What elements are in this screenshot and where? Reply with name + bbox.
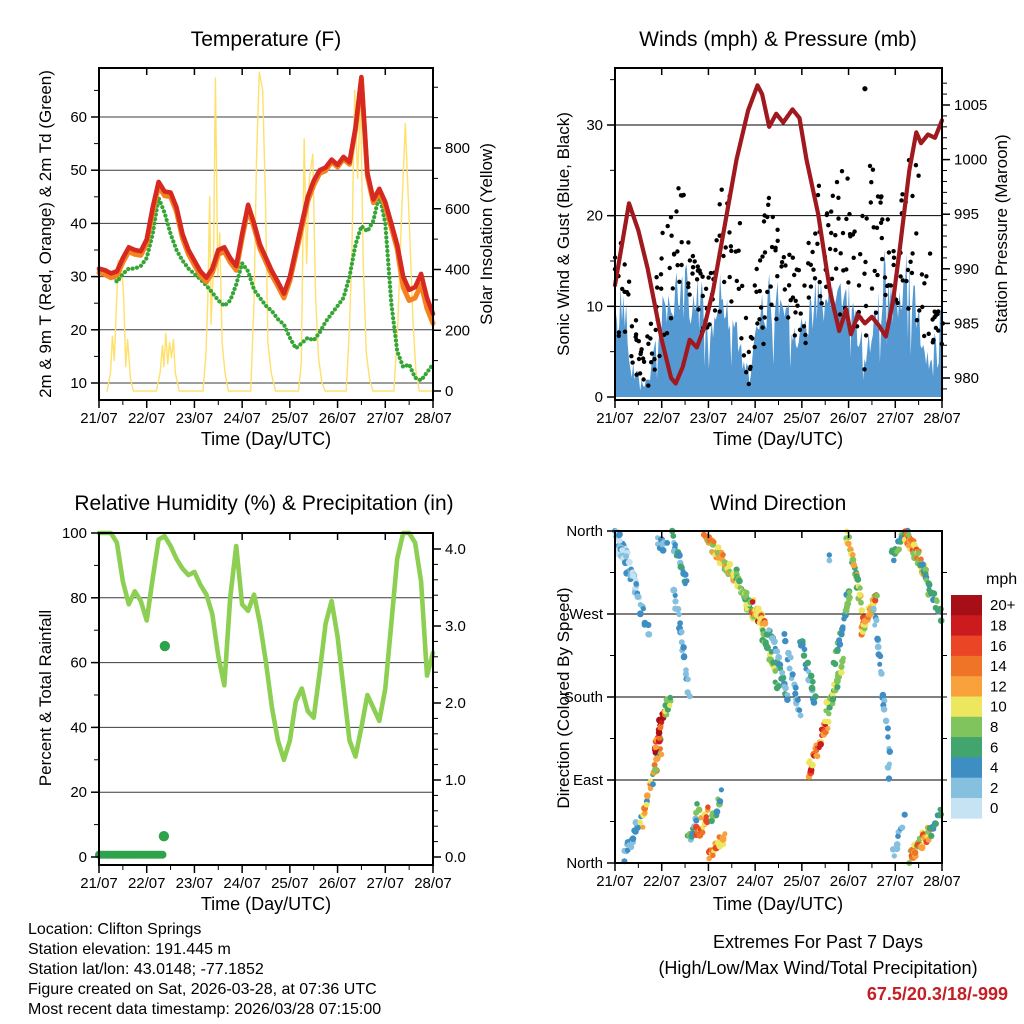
svg-text:27/07: 27/07 [366,410,405,427]
svg-text:23/07: 23/07 [689,873,728,890]
svg-text:4.0: 4.0 [445,541,466,558]
svg-text:24/07: 24/07 [223,410,261,427]
svg-text:East: East [572,771,603,789]
legend-title-mph: mph [986,571,1018,588]
y-axis-label-temperature-left: 2m & 9m T (Red, Orange) & 2m Td (Green) [36,70,55,398]
svg-text:12: 12 [990,678,1007,696]
svg-text:27/07: 27/07 [366,875,405,892]
x-axis-label-wind-direction: Time (Day/UTC) [712,894,844,914]
svg-text:25/07: 25/07 [783,873,821,890]
svg-text:100: 100 [61,525,87,542]
svg-text:0.0: 0.0 [445,849,466,866]
svg-text:26/07: 26/07 [829,410,868,427]
svg-text:985: 985 [954,315,980,333]
svg-text:24/07: 24/07 [223,875,261,892]
svg-text:1.0: 1.0 [445,772,466,789]
svg-text:2.0: 2.0 [445,695,466,712]
x-axis-label-winds: Time (Day/UTC) [712,429,844,449]
svg-text:0: 0 [78,849,87,866]
x-axis-label-humidity: Time (Day/UTC) [200,894,332,914]
footer-elevation: Station elevation: 191.445 m [28,941,231,958]
extremes-values: 67.5/20.3/18/-999 [866,984,1008,1004]
svg-text:23/07: 23/07 [689,410,728,427]
svg-text:10: 10 [70,375,87,392]
svg-text:3.0: 3.0 [445,618,466,635]
svg-text:25/07: 25/07 [271,875,309,892]
y-axis-label-pressure-right: Station Pressure (Maroon) [992,134,1011,334]
svg-text:60: 60 [70,109,87,126]
svg-text:20: 20 [586,207,603,225]
svg-text:22/07: 22/07 [127,875,166,892]
svg-text:28/07: 28/07 [414,875,452,892]
footer-latlon: Station lat/lon: 43.0148; -77.1852 [28,961,264,978]
svg-text:26/07: 26/07 [318,410,357,427]
extremes-heading: Extremes For Past 7 Days [712,932,924,952]
svg-text:26/07: 26/07 [829,873,868,890]
svg-text:1005: 1005 [954,97,988,114]
svg-text:24/07: 24/07 [736,873,774,890]
svg-text:14: 14 [990,658,1007,676]
svg-text:West: West [569,605,603,623]
y-axis-label-humidity-left: Percent & Total Rainfall [36,609,55,787]
svg-text:8: 8 [990,718,999,736]
svg-text:0: 0 [594,389,603,406]
svg-text:22/07: 22/07 [642,873,681,890]
svg-text:North: North [566,854,603,872]
svg-text:80: 80 [70,589,87,607]
svg-text:21/07: 21/07 [80,875,118,892]
svg-text:21/07: 21/07 [596,410,634,427]
svg-text:22/07: 22/07 [127,410,166,427]
svg-text:16: 16 [990,637,1007,655]
x-axis-label-temperature: Time (Day/UTC) [200,429,332,449]
svg-text:6: 6 [990,739,999,757]
footer-created: Figure created on Sat, 2026-03-28, at 07:36 UTC [28,981,377,998]
svg-text:30: 30 [70,268,87,286]
footer-location: Location: Clifton Springs [28,921,202,938]
svg-text:2: 2 [990,779,999,797]
svg-text:1000: 1000 [954,151,988,169]
svg-text:28/07: 28/07 [923,410,961,427]
y-axis-label-wind-left: Sonic Wind & Gust (Blue, Black) [554,112,573,356]
svg-text:50: 50 [70,162,87,180]
svg-text:40: 40 [70,719,87,737]
svg-text:27/07: 27/07 [876,873,915,890]
svg-text:400: 400 [445,261,471,279]
svg-text:0: 0 [990,800,999,818]
svg-text:23/07: 23/07 [175,875,214,892]
panel-title-winds-pressure: Winds (mph) & Pressure (mb) [639,28,917,51]
svg-text:10: 10 [990,698,1007,716]
y-axis-label-solar-right: Solar Insolation (Yellow) [477,143,496,325]
panel-title-wind-direction: Wind Direction [709,492,847,515]
panel-title-humidity-precip: Relative Humidity (%) & Precipitation (in) [74,492,454,515]
svg-text:28/07: 28/07 [414,410,452,427]
svg-text:20+: 20+ [990,597,1016,615]
svg-text:28/07: 28/07 [923,873,961,890]
svg-text:South: South [563,688,603,706]
svg-text:40: 40 [70,215,87,233]
panel-title-temperature: Temperature (F) [190,28,342,51]
svg-text:20: 20 [70,784,87,802]
footer-timestamp: Most recent data timestamp: 2026/03/28 07:15:00 [28,1001,382,1018]
svg-text:990: 990 [954,260,980,278]
svg-text:800: 800 [445,140,471,157]
svg-text:4: 4 [990,759,999,777]
svg-text:10: 10 [586,298,603,316]
svg-text:60: 60 [70,654,87,672]
svg-text:21/07: 21/07 [596,873,634,890]
svg-text:23/07: 23/07 [175,410,214,427]
svg-text:25/07: 25/07 [783,410,821,427]
svg-text:24/07: 24/07 [736,410,774,427]
svg-text:0: 0 [445,383,454,400]
y-axis-label-direction-left: Direction (Colored By Speed) [554,587,573,809]
extremes-subheading: (High/Low/Max Wind/Total Precipitation) [658,958,978,978]
svg-text:25/07: 25/07 [271,410,309,427]
svg-text:200: 200 [445,322,471,340]
svg-text:26/07: 26/07 [318,875,357,892]
svg-text:20: 20 [70,321,87,339]
svg-text:North: North [566,523,603,540]
svg-text:22/07: 22/07 [642,410,681,427]
svg-text:600: 600 [445,200,471,218]
svg-text:30: 30 [586,116,603,134]
svg-text:21/07: 21/07 [80,410,118,427]
svg-text:980: 980 [954,370,980,387]
svg-text:995: 995 [954,206,980,224]
svg-text:18: 18 [990,617,1007,635]
svg-text:27/07: 27/07 [876,410,915,427]
